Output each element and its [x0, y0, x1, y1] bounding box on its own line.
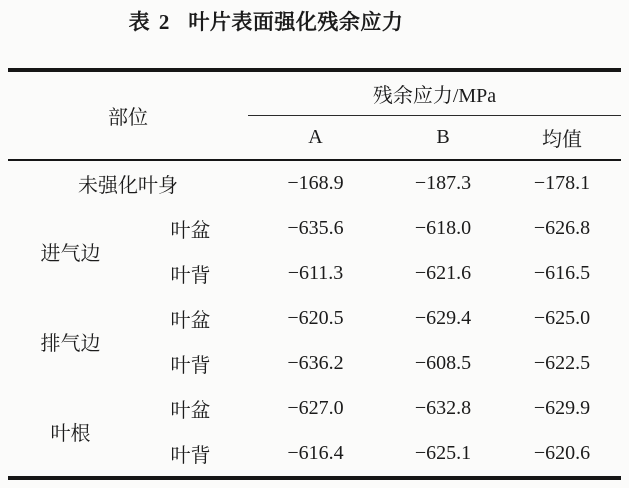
group-label-inlet: 进气边 [40, 242, 101, 265]
header-row-1 [8, 70, 621, 116]
stress-value-mean: −625.0 [533, 307, 591, 329]
header-col-b: B [383, 116, 503, 161]
stress-value-mean: −616.5 [533, 262, 591, 284]
stress-value-mean: −629.9 [533, 397, 591, 419]
group-label-exhaust: 排气边 [40, 332, 101, 355]
sub-row-label: 叶盆 [170, 310, 211, 332]
table-number: 表 2 [128, 10, 172, 34]
header-col-a: A [248, 116, 383, 161]
table-title-text: 叶片表面强化残余应力 [188, 10, 404, 34]
table-row-root-basin [8, 386, 621, 431]
row-label: 未强化叶身 [78, 175, 178, 197]
sub-row-label: 叶背 [170, 265, 211, 287]
sub-row-label: 叶盆 [170, 400, 211, 422]
stress-value-b: −608.5 [414, 352, 472, 374]
stress-value-a: −636.2 [287, 352, 344, 374]
stress-value-a: −616.4 [287, 442, 344, 464]
sub-row-label: 叶背 [170, 445, 211, 467]
header-location: 部位 [8, 70, 248, 160]
stress-value-b: −621.6 [414, 262, 472, 284]
stress-value-a: −620.5 [287, 307, 344, 329]
stress-value-a: −611.3 [287, 262, 344, 284]
sub-row-label: 叶背 [170, 355, 211, 377]
header-col-mean: 均值 [503, 116, 621, 161]
group-label-root: 叶根 [50, 422, 91, 445]
stress-value-mean: −620.6 [533, 442, 591, 464]
header-stress-group: 残余应力/MPa [248, 70, 621, 116]
residual-stress-table [8, 68, 621, 480]
stress-value-b: −632.8 [414, 397, 472, 419]
stress-value-b: −187.3 [414, 172, 472, 194]
table-row-unstrengthened [8, 160, 621, 206]
stress-value-b: −629.4 [414, 307, 472, 329]
table-row-exhaust-basin [8, 296, 621, 341]
stress-value-mean: −178.1 [533, 172, 591, 194]
stress-value-a: −627.0 [287, 397, 344, 419]
stress-value-a: −635.6 [287, 217, 344, 239]
stress-value-b: −618.0 [414, 217, 472, 239]
sub-row-label: 叶盆 [170, 220, 211, 242]
stress-value-a: −168.9 [287, 172, 344, 194]
stress-value-mean: −626.8 [533, 217, 591, 239]
stress-value-b: −625.1 [414, 442, 472, 464]
stress-value-mean: −622.5 [533, 352, 591, 374]
table-row-inlet-basin [8, 206, 621, 251]
table-title [0, 6, 532, 36]
